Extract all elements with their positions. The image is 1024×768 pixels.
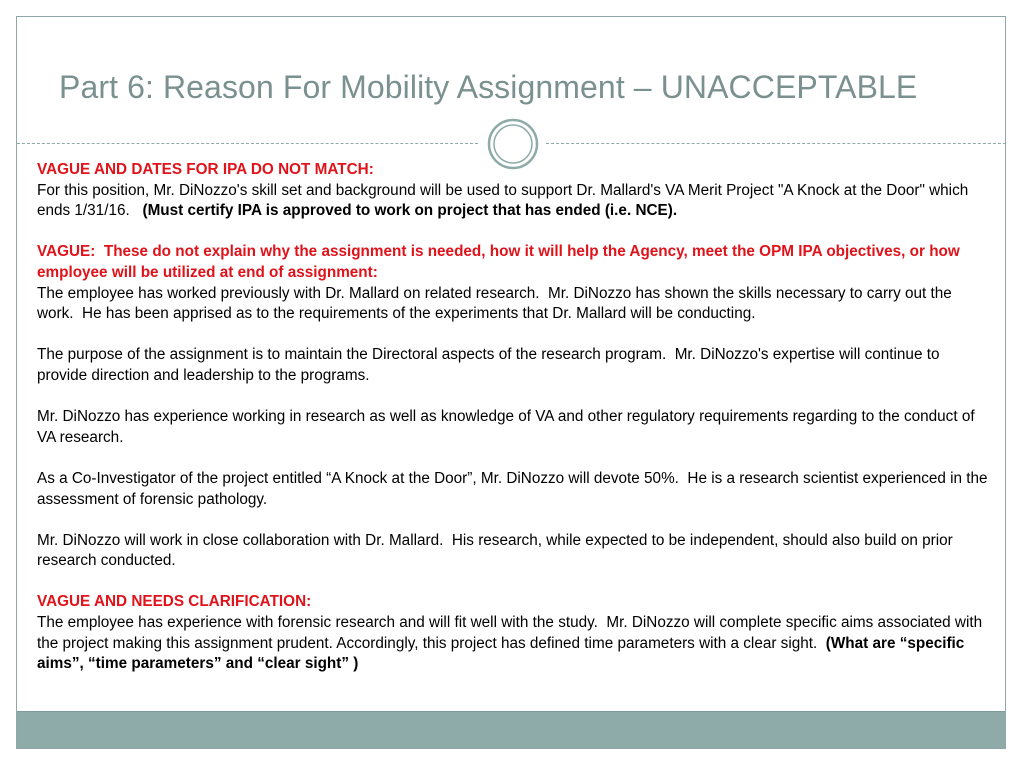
section-note: (Must certify IPA is approved to work on project that has ended (i.e. NCE).: [142, 202, 678, 220]
slide: [16, 16, 1006, 749]
body-paragraph: Mr. DiNozzo has experience working in research as well as knowledge of VA and other regulatory requirements regarding to the conduct of VA research.: [37, 408, 975, 446]
section-text: The employee has worked previously with Dr. Mallard on related research. Mr. DiNozzo has shown the skills necessary to carry out the work. He has been apprised as to the requirements of the experiments that Dr. Mallard will be conducting.: [37, 284, 952, 323]
section-vague: [37, 242, 992, 324]
body-paragraph: The purpose of the assignment is to maintain the Directoral aspects of the research program. Mr. DiNozzo's expertise will continue to provide direction and leadership to the programs.: [37, 346, 940, 384]
section-heading: VAGUE AND DATES FOR IPA DO NOT MATCH:: [37, 161, 374, 178]
slide-title: Part 6: Reason For Mobility Assignment – UNACCEPTABLE: [59, 69, 918, 105]
section-note: (What are “specific aims”, “time parameters” and “clear sight” ): [37, 634, 965, 673]
section-text: For this position, Mr. DiNozzo's skill set and background will be used to support Dr. Mallard's VA Merit Project "A Knock at the Door" which ends 1/31/16.: [37, 181, 969, 220]
slide-body: [37, 160, 992, 695]
body-paragraph: As a Co-Investigator of the project entitled “A Knock at the Door”, Mr. DiNozzo will devote 50%. He is a research scientist experienced in the assessment of forensic pathology.: [37, 469, 988, 508]
section-text: The employee has experience with forensic research and will fit well with the study. Mr. DiNozzo will complete specific aims associated with the project making this assignment prudent. Accordingly, this project has defined time parameters with a clear sight.: [37, 614, 983, 652]
footer-band: [17, 711, 1005, 748]
section-dates-mismatch: [37, 160, 992, 222]
section-heading: VAGUE AND NEEDS CLARIFICATION:: [37, 593, 312, 611]
body-paragraph: Mr. DiNozzo will work in close collaboration with Dr. Mallard. His research, while expected to be independent, should also build on prior research conducted.: [37, 531, 953, 570]
title-divider-left: [17, 143, 478, 144]
section-needs-clarification: [37, 592, 992, 674]
section-heading: VAGUE: These do not explain why the assignment is needed, how it will help the Agency, meet the OPM IPA objectives, or how employee will be utilized at end of assignment:: [37, 243, 960, 281]
title-divider-right: [546, 143, 1006, 144]
